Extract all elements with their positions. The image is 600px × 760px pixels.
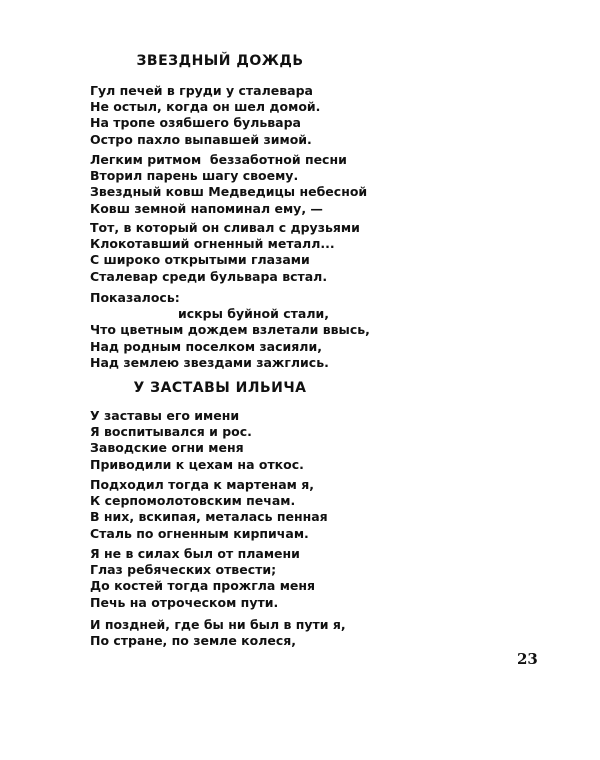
verse-line: Я воспитывался и рос.	[90, 424, 252, 440]
verse-line: Тот, в который он сливал с друзьями	[90, 220, 360, 235]
verse-line: Сталевар среди бульвара встал.	[90, 268, 328, 284]
stanza	[90, 617, 346, 649]
page-number: 23	[517, 650, 538, 668]
verse-line: К серпомолотовским печам.	[90, 493, 296, 509]
stanza	[90, 477, 328, 542]
stanza	[90, 290, 370, 371]
poem-title: У ЗАСТАВЫ ИЛЬИЧА	[133, 380, 307, 396]
verse-line: По стране, по земле колеся,	[90, 633, 297, 649]
verse-line: Заводские огни меня	[90, 440, 244, 456]
verse-line: Клокотавший огненный металл...	[90, 236, 335, 252]
verse-line: Глаз ребяческих отвести;	[90, 562, 277, 578]
verse-line: Не остыл, когда он шел домой.	[90, 99, 321, 115]
verse-line: Что цветным дождем взлетали ввысь,	[90, 322, 370, 338]
verse-line: Я не в силах был от пламени	[90, 546, 300, 561]
verse-line: У заставы его имени	[90, 408, 240, 423]
verse-line-indented: искры буйной стали,	[178, 306, 329, 322]
verse-line: И поздней, где бы ни был в пути я,	[90, 617, 346, 632]
verse-line: В них, вскипая, металась пенная	[90, 509, 328, 525]
verse-line: Печь на отроческом пути.	[90, 594, 279, 610]
verse-line: Гул печей в груди у сталевара	[90, 83, 313, 98]
verse-line: С широко открытыми глазами	[90, 252, 310, 268]
verse-line: Приводили к цехам на откос.	[90, 456, 304, 472]
verse-line: Ковш земной напоминал ему, —	[90, 200, 323, 216]
verse-line: Сталь по огненным кирпичам.	[90, 525, 309, 541]
poem-title: ЗВЕЗДНЫЙ ДОЖДЬ	[136, 53, 304, 69]
verse-line: Подходил тогда к мартенам я,	[90, 477, 314, 492]
verse-line: Над землею звездами зажглись.	[90, 354, 329, 370]
verse-line: Звездный ковш Медведицы небесной	[90, 184, 368, 200]
stanza	[90, 152, 367, 217]
stanza	[90, 408, 304, 473]
verse-line: Легким ритмом беззаботной песни	[90, 152, 347, 167]
verse-line: Вторил парень шагу своему.	[90, 168, 299, 184]
verse-line: На тропе озябшего бульвара	[90, 115, 301, 131]
stanza	[90, 220, 360, 285]
stanza	[90, 546, 315, 611]
stanza	[90, 83, 320, 148]
verse-line: Остро пахло выпавшей зимой.	[90, 131, 312, 147]
verse-line: Показалось:	[90, 290, 180, 305]
verse-line: До костей тогда прожгла меня	[90, 578, 316, 594]
verse-line: Над родным поселком засияли,	[90, 338, 322, 354]
